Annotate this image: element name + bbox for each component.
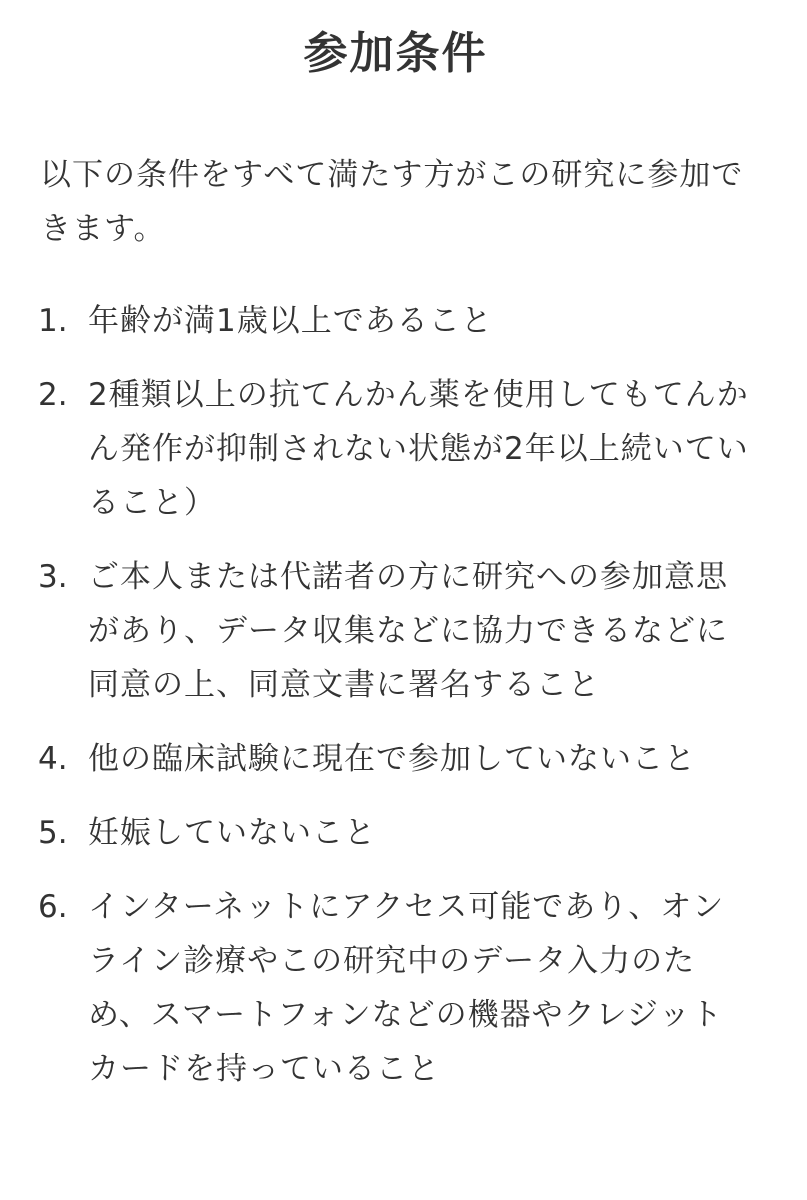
condition-text: 妊娠していないこと bbox=[88, 815, 376, 851]
condition-item-5 bbox=[38, 806, 753, 860]
condition-text: インターネットにアクセス可能であり、オンライン診療やこの研究中のデータ入力のため、スマートフォンなどの機器やクレジットカードを持っていること bbox=[88, 889, 725, 1087]
condition-number: 6. bbox=[38, 889, 68, 925]
condition-number: 2. bbox=[38, 377, 68, 413]
condition-text: 他の臨床試験に現在で参加していないこと bbox=[88, 741, 696, 777]
condition-number: 4. bbox=[38, 741, 68, 777]
condition-item-6 bbox=[38, 880, 753, 1096]
condition-item-3 bbox=[38, 550, 753, 712]
condition-item-4 bbox=[38, 732, 753, 786]
intro-text: 以下の条件をすべて満たす方がこの研究に参加できます。 bbox=[40, 157, 744, 247]
condition-number: 1. bbox=[38, 303, 68, 339]
conditions-list bbox=[38, 294, 753, 1096]
condition-item-1 bbox=[38, 294, 753, 348]
page-title: 参加条件 bbox=[303, 28, 488, 79]
condition-item-2 bbox=[38, 368, 753, 530]
condition-text: ご本人または代諾者の方に研究への参加意思があり、データ収集などに協力できるなどに同意の上、同意文書に署名すること bbox=[88, 559, 728, 703]
condition-number: 3. bbox=[38, 559, 68, 595]
condition-text: 2種類以上の抗てんかん薬を使用してもてんかん発作が抑制されない状態が2年以上続いていること） bbox=[88, 377, 749, 521]
condition-text: 年齢が満1歳以上であること bbox=[88, 303, 493, 339]
condition-number: 5. bbox=[38, 815, 68, 851]
